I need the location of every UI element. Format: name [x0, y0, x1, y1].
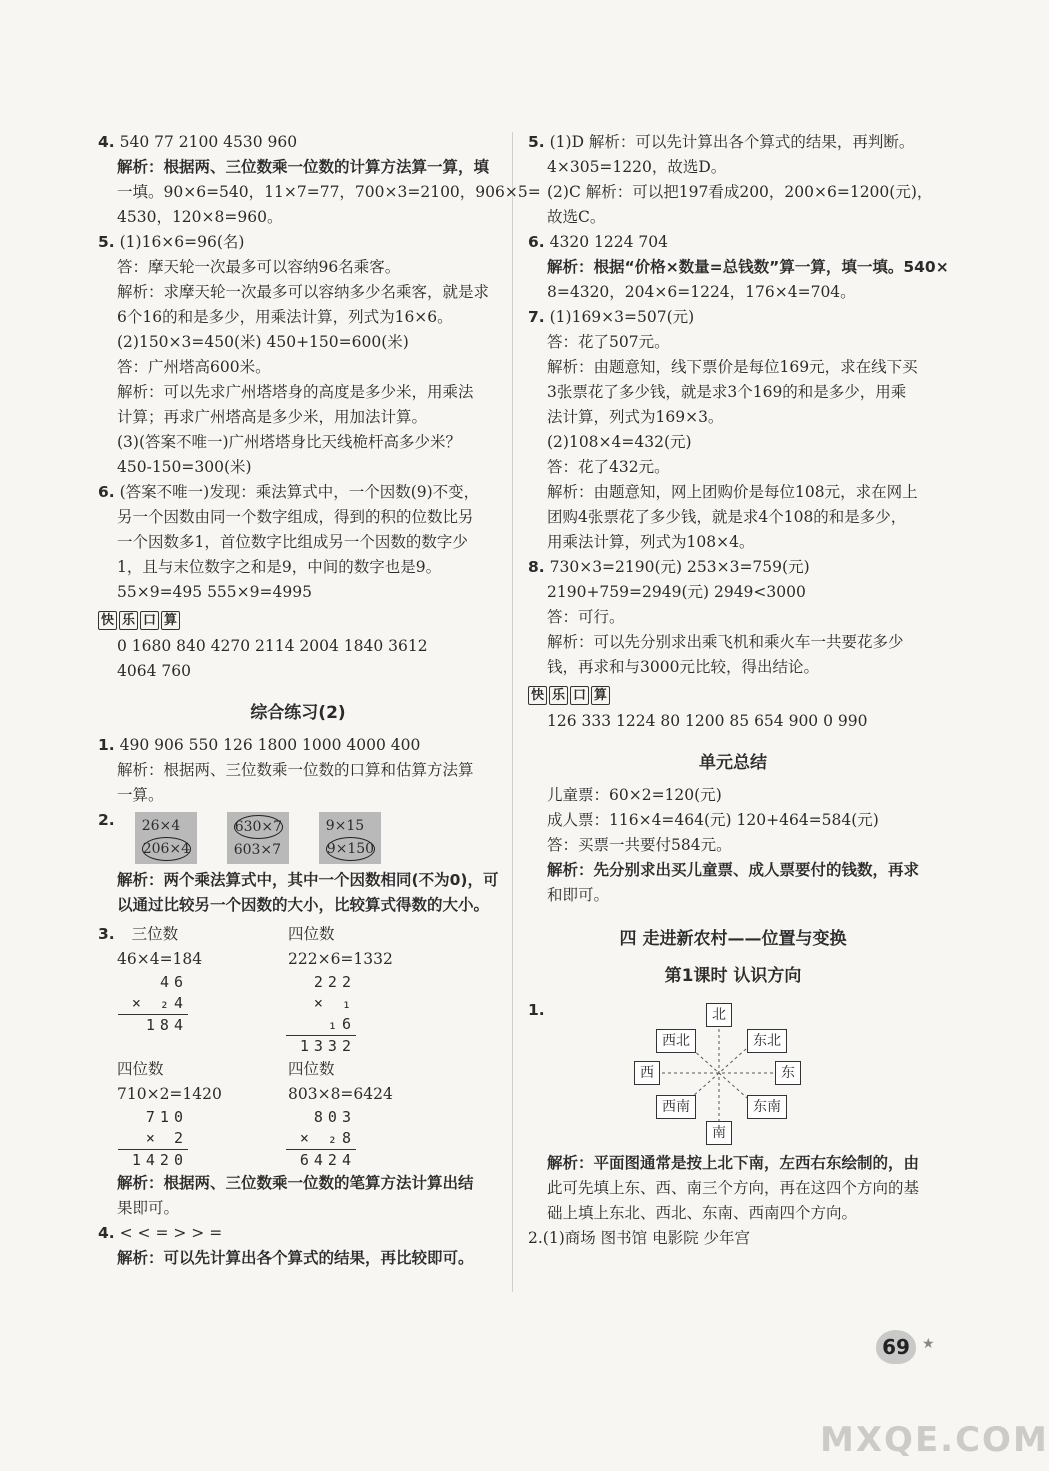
s3d-label: 四位数	[288, 1060, 335, 1078]
lesson-title: 第1课时 认识方向	[664, 966, 802, 986]
tag-char: 乐	[549, 686, 568, 705]
s3-grid-top	[98, 922, 498, 1057]
s2-num: 2.	[98, 811, 115, 829]
r-q7-line-9: 用乘法计算，列式为108×4。	[547, 533, 755, 551]
r-q5-line-3: 故选C。	[547, 208, 606, 226]
r-q7-line-5: (2)108×4=432(元)	[547, 433, 692, 451]
vcalc-row: × ₂4	[131, 994, 188, 1012]
r-q5-line-2: (2)C 解析：可以把197看成200，200×6=1200(元)，	[547, 183, 933, 201]
vcalc-row: 6424	[286, 1149, 356, 1171]
q5-line-2: 解析：求摩天轮一次最多可以容纳多少名乘客，就是求	[117, 283, 490, 301]
column-divider	[512, 132, 513, 1292]
circled-expr: 630×7	[234, 815, 283, 839]
r-q5-line-0: 5. (1)D 解析：可以先计算出各个算式的结果，再判断。	[528, 133, 915, 151]
circled-expr: 206×4	[142, 837, 191, 861]
vcalc-row: × ₂8	[299, 1129, 356, 1147]
r-q8-line-4: 钱，再求和与3000元比较，得出结论。	[547, 658, 819, 676]
q6-line-4: 55×9=495 555×9=4995	[117, 583, 312, 601]
compass-diagram	[634, 1003, 804, 1143]
r-q7-line-2: 解析：由题意知，线下票价是每位169元，求在线下买	[547, 358, 918, 376]
s3-num: 3.	[98, 925, 115, 943]
s3d-eq: 803×8=6424	[288, 1085, 393, 1103]
s3b-eq: 222×6=1332	[288, 950, 393, 968]
s3-grid-bottom	[98, 1057, 498, 1171]
vcalc-row: 222	[313, 973, 356, 991]
r-q8-line-1: 2190+759=2949(元) 2949<3000	[547, 583, 806, 601]
r-q7-line-7: 解析：由题意知，网上团购价是每位108元，求在网上	[547, 483, 918, 501]
s3b-label: 四位数	[288, 925, 335, 943]
r-q7-line-6: 答：花了432元。	[547, 458, 670, 476]
s2-analysis-1: 解析：两个乘法算式中，其中一个因数相同(不为0)，可	[117, 871, 499, 889]
q6-line-2: 一个因数多1，首位数字比组成另一个因数的数字少	[117, 533, 468, 551]
tag-char: 口	[570, 686, 589, 705]
q5-line-5: 答：广州塔高600米。	[117, 358, 271, 376]
vcalc-row: 1420	[118, 1149, 188, 1171]
compare-box	[319, 812, 381, 864]
s3-analysis-1: 解析：根据两、三位数乘一位数的笔算方法计算出结	[117, 1174, 474, 1192]
summary-line-1: 儿童票：60×2=120(元)	[547, 786, 722, 804]
vcalc-row: 1332	[286, 1035, 356, 1057]
q5-line-9: 450-150=300(米)	[117, 458, 252, 476]
vcalc-row: 710	[145, 1108, 188, 1126]
circled-expr: 9×150	[326, 837, 375, 861]
kuaile-kousuan-tag	[98, 611, 180, 630]
l1-analysis-1: 解析：平面图通常是按上北下南，左西右东绘制的，由	[547, 1154, 920, 1172]
tag-char: 乐	[119, 611, 138, 630]
l1-analysis-2: 此可先填上东、西、南三个方向，再在这四个方向的基	[547, 1179, 920, 1197]
tag-char: 快	[98, 611, 117, 630]
l1-num: 1.	[528, 1001, 545, 1019]
compass-southwest: 西南	[656, 1095, 696, 1119]
q5-line-8: (3)(答案不唯一)广州塔塔身比天线桅杆高多少米？	[117, 433, 462, 451]
q6-line-1: 另一个因数由同一个数字组成，得到的积的位数比另	[117, 508, 474, 526]
compass-north: 北	[706, 1003, 732, 1027]
r-q7-line-3: 3张票花了多少钱，就是求3个169的和是多少，用乘	[547, 383, 907, 401]
expr: 26×4	[141, 818, 181, 834]
l1-analysis-3: 础上填上东北、西北、东南、西南四个方向。	[547, 1204, 858, 1222]
compass-south: 南	[706, 1121, 732, 1145]
summary-line-3: 答：买票一共要付584元。	[547, 836, 732, 854]
s1-analysis-2: 一算。	[117, 786, 164, 804]
q6-line-0: 6. (答案不唯一)发现：乘法算式中，一个因数(9)不变，	[98, 483, 480, 501]
s4-answers: 4. < < = > > =	[98, 1224, 223, 1242]
r-q7-line-8: 团购4张票花了多少钱，就是求4个108的和是多少，	[547, 508, 907, 526]
compare-box	[227, 812, 289, 864]
s3-analysis-2: 果即可。	[117, 1199, 180, 1217]
vertical-calc	[118, 972, 188, 1036]
q4-answers: 4. 540 77 2100 4530 960	[98, 133, 298, 151]
summary-line-5: 和即可。	[547, 886, 610, 904]
r-q6-answers: 6. 4320 1224 704	[528, 233, 668, 251]
tag-char: 快	[528, 686, 547, 705]
unit-title: 四 走进新农村——位置与变换	[619, 929, 847, 949]
summary-line-4: 解析：先分别求出买儿童票、成人票要付的钱数，再求	[547, 861, 920, 879]
vcalc-row: 184	[118, 1014, 188, 1036]
kuaile-answers-2: 4064 760	[117, 662, 191, 680]
r-q5-line-1: 4×305=1220，故选D。	[547, 158, 727, 176]
compare-box	[135, 812, 197, 864]
s2-analysis-2: 以通过比较另一个因数的大小，比较算式得数的大小。	[117, 896, 490, 914]
r-q8-line-3: 解析：可以先分别求出乘飞机和乘火车一共要花多少	[547, 633, 904, 651]
expr: 603×7	[233, 842, 282, 858]
s2-row	[98, 808, 498, 868]
expr: 9×15	[325, 818, 365, 834]
compass-east: 东	[775, 1061, 801, 1085]
summary-line-2: 成人票：116×4=464(元) 120+464=584(元)	[547, 811, 879, 829]
watermark: MXQE.COM	[820, 1420, 1049, 1460]
l2-answers: 2.(1)商场 图书馆 电影院 少年宫	[528, 1229, 751, 1247]
vcalc-row: × ₁ ₁6	[313, 994, 356, 1033]
q5-line-6: 解析：可以先求广州塔塔身的高度是多少米，用乘法	[117, 383, 474, 401]
kuaile-kousuan-tag	[528, 686, 610, 705]
kuaile-answers-1: 0 1680 840 4270 2114 2004 1840 3612	[117, 637, 428, 655]
s1-analysis-1: 解析：根据两、三位数乘一位数的口算和估算方法算	[117, 761, 474, 779]
q6-line-3: 1，且与末位数字之和是9，中间的数字也是9。	[117, 558, 442, 576]
r-q7-line-1: 答：花了507元。	[547, 333, 670, 351]
vcalc-row: 803	[313, 1108, 356, 1126]
r-q6-analysis-2: 8=4320，204×6=1224，176×4=704。	[547, 283, 856, 301]
q5-line-1: 答：摩天轮一次最多可以容纳96名乘客。	[117, 258, 401, 276]
q5-line-7: 计算；再求广州塔高是多少米，用加法计算。	[117, 408, 428, 426]
compass-west: 西	[634, 1061, 660, 1085]
s3a-eq: 46×4=184	[117, 950, 203, 968]
s4-analysis: 解析：可以先计算出各个算式的结果，再比较即可。	[117, 1249, 474, 1267]
r-q8-line-0: 8. 730×3=2190(元) 253×3=759(元)	[528, 558, 810, 576]
r-q7-line-4: 法计算，列式为169×3。	[547, 408, 724, 426]
q5-line-3: 6个16的和是多少，用乘法计算，列式为16×6。	[117, 308, 453, 326]
r-q7-line-0: 7. (1)169×3=507(元)	[528, 308, 695, 326]
page-number: 69	[876, 1330, 916, 1364]
q4-analysis-1: 解析：根据两、三位数乘一位数的计算方法算一算，填	[117, 158, 490, 176]
s1-answers: 1. 490 906 550 126 1800 1000 4000 400	[98, 736, 421, 754]
star-icon: ★	[922, 1336, 935, 1352]
compass-northeast: 东北	[747, 1029, 787, 1053]
vertical-calc	[286, 972, 356, 1057]
q4-analysis-2: 一填。90×6=540，11×7=77，700×3=2100，906×5=	[117, 183, 541, 201]
s3c-eq: 710×2=1420	[117, 1085, 222, 1103]
r-q6-analysis-1: 解析：根据“价格×数量=总钱数”算一算，填一填。540×	[547, 258, 949, 276]
q4-analysis-3: 4530，120×8=960。	[117, 208, 283, 226]
vcalc-row: 46	[159, 973, 188, 991]
kuaile-answers: 126 333 1224 80 1200 85 654 900 0 990	[547, 712, 868, 730]
left-column	[98, 130, 541, 1271]
q5-line-0: 5. (1)16×6=96(名)	[98, 233, 245, 251]
vertical-calc	[118, 1107, 188, 1171]
compass-southeast: 东南	[747, 1095, 787, 1119]
s3a-label: 三位数	[131, 925, 179, 943]
s3c-label: 四位数	[117, 1060, 164, 1078]
right-column	[528, 130, 949, 1251]
section-title: 综合练习(2)	[250, 703, 346, 723]
vcalc-row: × 2	[145, 1129, 188, 1147]
q5-line-4: (2)150×3=450(米) 450+150=600(米)	[117, 333, 409, 351]
tag-char: 口	[140, 611, 159, 630]
s2-boxes	[135, 812, 381, 864]
r-q8-line-2: 答：可行。	[547, 608, 625, 626]
tag-char: 算	[161, 611, 180, 630]
tag-char: 算	[591, 686, 610, 705]
compass-northwest: 西北	[656, 1029, 696, 1053]
summary-title: 单元总结	[699, 753, 767, 773]
vertical-calc	[286, 1107, 356, 1171]
